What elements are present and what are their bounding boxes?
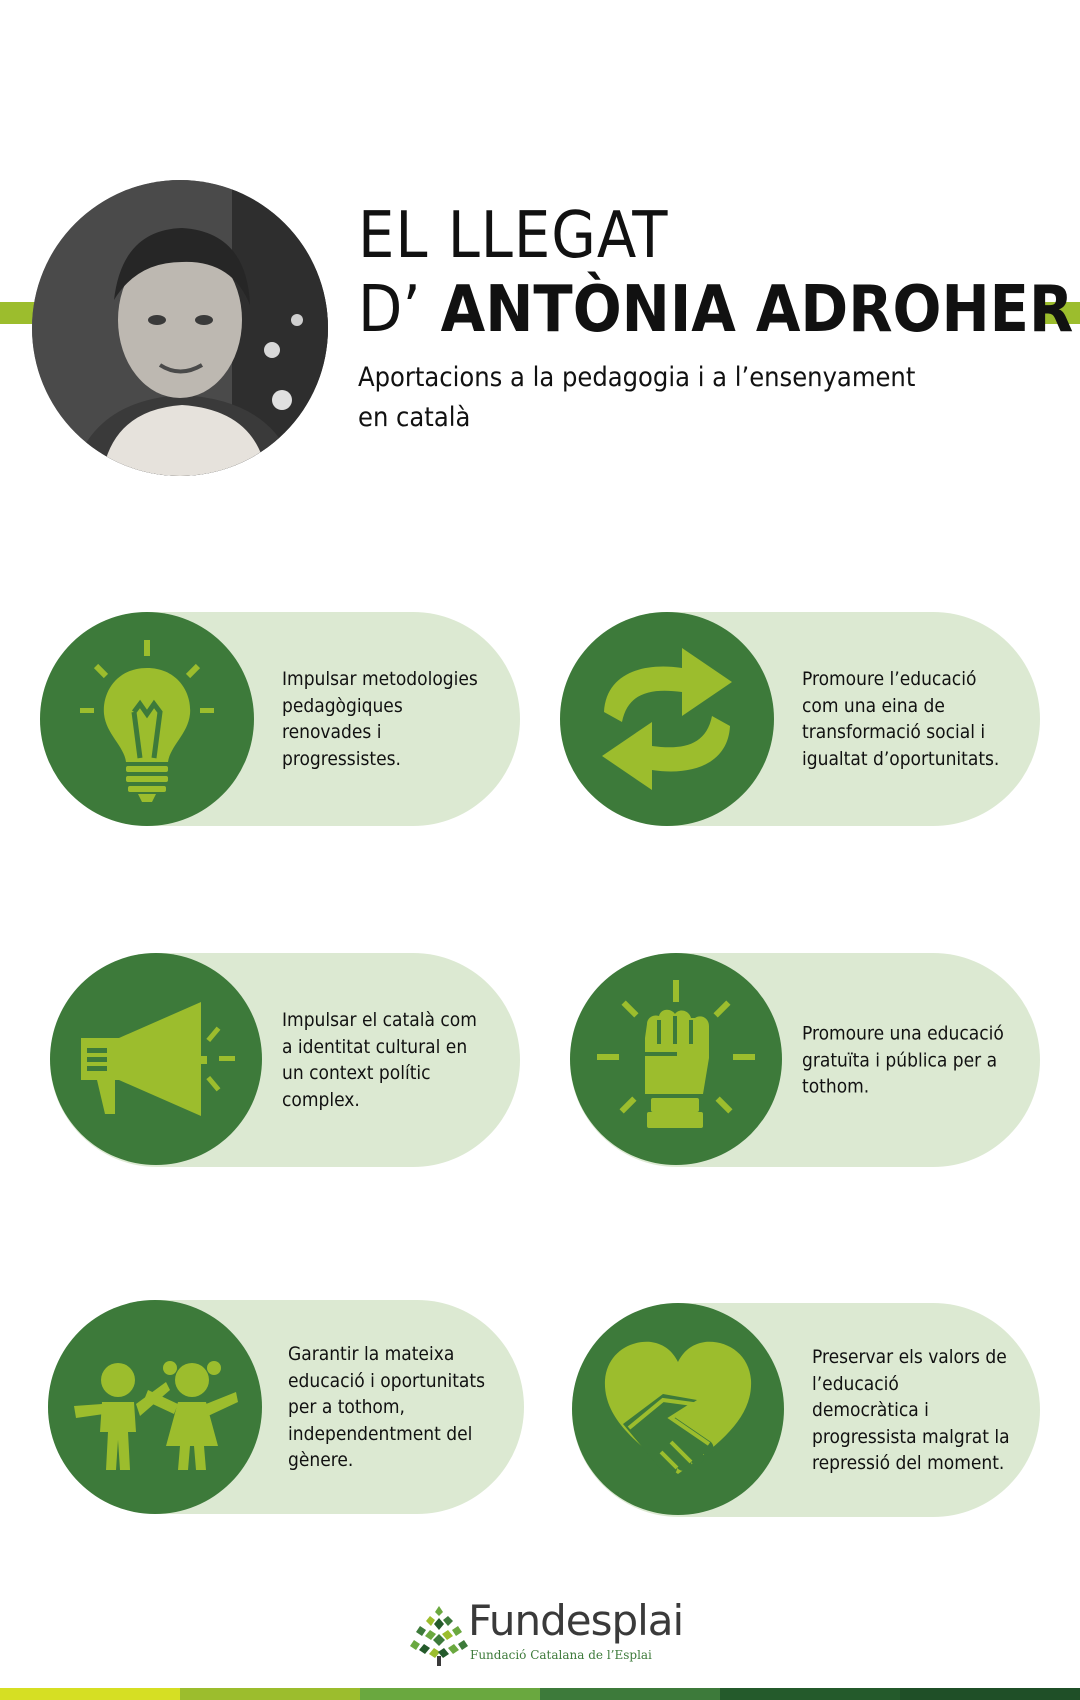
card-text: Promoure una educació gratuïta i pública per a tothom. <box>802 1022 1004 1098</box>
card-icon-circle <box>560 612 774 826</box>
card-text: Promoure l’educació com una eina de transformació social i igualtat d’oportunitats. <box>802 668 1000 770</box>
megaphone-icon <box>71 974 241 1144</box>
card-social-transformation <box>560 612 1040 826</box>
stripe-6 <box>900 1688 1080 1700</box>
leaf-cluster-icon <box>410 1604 468 1666</box>
stripe-1 <box>0 1688 180 1700</box>
card-text: Preservar els valors de l’educació democràtica i progressista malgrat la repressió del moment. <box>812 1345 1010 1474</box>
card-text: Garantir la mateixa educació i oportunitats per a tothom, independentment del gènere. <box>288 1342 485 1471</box>
card-methodologies <box>40 612 520 826</box>
stripe-4 <box>540 1688 720 1700</box>
title-block <box>358 199 1074 438</box>
card-icon-circle <box>572 1303 784 1515</box>
card-free-public-education <box>570 953 1040 1167</box>
recycle-arrows-icon <box>582 634 752 804</box>
brand-tagline: Fundació Catalana de l’Esplai <box>470 1648 652 1662</box>
card-icon-circle <box>50 953 262 1165</box>
title-line-2 <box>358 272 1074 348</box>
children-icon <box>70 1322 240 1492</box>
lightbulb-icon <box>62 634 232 804</box>
title-name: ANTÒNIA ADROHER <box>440 273 1074 347</box>
title-line-1: EL LLEGAT <box>358 199 669 273</box>
card-icon-circle <box>570 953 782 1165</box>
footer-color-stripes <box>0 1688 1080 1700</box>
subtitle: Aportacions a la pedagogia i a l’ensenyament en català <box>358 362 916 433</box>
card-icon-circle <box>48 1300 262 1514</box>
card-catalan-identity <box>50 953 520 1167</box>
card-gender-equality <box>48 1300 524 1514</box>
stripe-3 <box>360 1688 540 1700</box>
card-text: Impulsar metodologies pedagògiques renovades i progressistes. <box>282 668 478 770</box>
fundesplai-logo <box>410 1596 690 1670</box>
stripe-5 <box>720 1688 900 1700</box>
stripe-2 <box>180 1688 360 1700</box>
portrait-illustration <box>32 180 328 476</box>
raised-fist-icon <box>591 974 761 1144</box>
card-icon-circle <box>40 612 254 826</box>
card-democratic-values <box>572 1303 1040 1517</box>
brand-name: Fundesplai <box>468 1596 684 1645</box>
handshake-heart-icon <box>593 1324 763 1494</box>
portrait-photo <box>32 180 328 476</box>
card-text: Impulsar el català com a identitat cultural en un context polític complex. <box>282 1009 477 1111</box>
title-prefix: D’ <box>358 273 421 347</box>
